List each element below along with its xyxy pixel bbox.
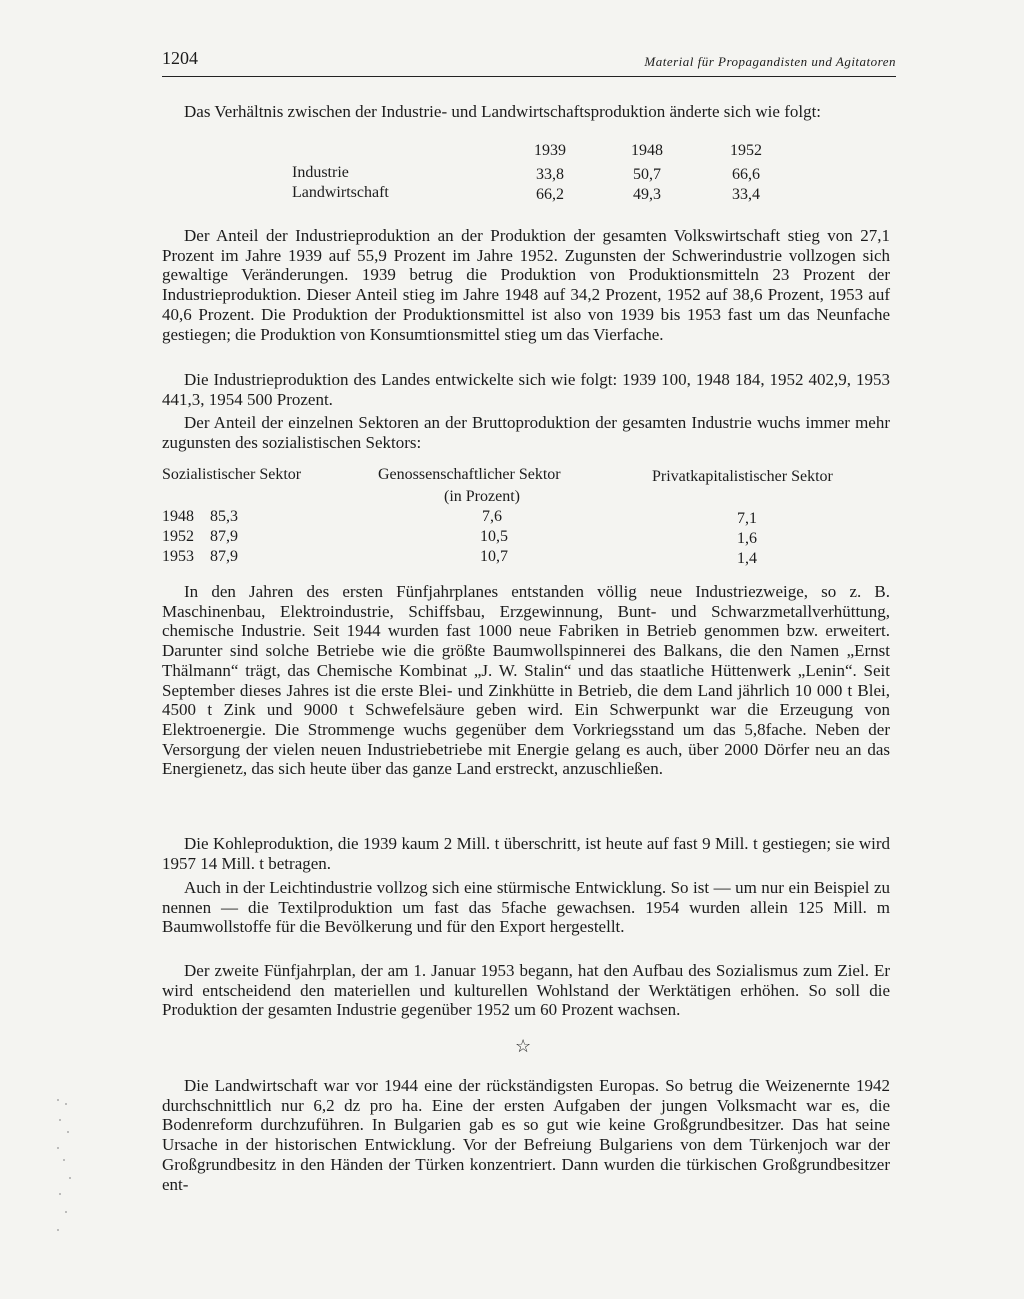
page-number: 1204 (162, 48, 198, 68)
table2-cell: 7,1 (737, 510, 757, 527)
paragraph-industry-share: Der Anteil der Industrieproduktion an der Produktion der gesamten Volkswirtschaft stieg von 27,1 Prozent im Jahre 1939 auf 55,9 Prozent im Jahre 1952. Zugunsten der Schwerindustrie vollzogen sich gewaltige Veränderungen. 1939 betrug die Produktion von Produktionsmitteln 23 Prozent der Industrieproduktion. Dieser Anteil stieg im Jahre 1948 auf 34,2 Prozent, 1952 auf 38,6 Prozent, 1953 auf 40,6 Prozent. Die Produktion der Produktionsmittel ist also von 1939 bis 1953 fast um das Neunfache gestiegen; die Produktion von Konsumtionsmittel stieg um das Vierfache. (162, 226, 890, 344)
table2-year: 1953 (162, 548, 194, 565)
table2-cell: 85,3 (210, 508, 238, 525)
scan-margin-specks (52, 1090, 92, 1240)
production-ratio-table (162, 142, 890, 212)
table1-row-label: Industrie (292, 164, 349, 181)
table2-cell: 87,9 (210, 528, 238, 545)
table2-cell: 10,5 (480, 528, 508, 545)
paragraph-industry-growth: Die Industrieproduktion des Landes entwickelte sich wie folgt: 1939 100, 1948 184, 1952 402,9, 1953 441,3, 1954 500 Prozent. (162, 370, 890, 409)
table1-cell: 49,3 (633, 186, 661, 203)
paragraph-sector-share: Der Anteil der einzelnen Sektoren an der Bruttoproduktion der gesamten Industrie wuchs immer mehr zugunsten des sozialistischen Sektors: (162, 413, 890, 452)
section-star-icon: ☆ (515, 1036, 532, 1056)
table2-cell: 87,9 (210, 548, 238, 565)
page-header (162, 46, 896, 77)
table1-year-header: 1948 (631, 142, 663, 159)
paragraph-agriculture: Die Landwirtschaft war vor 1944 eine der rückständigsten Europas. So betrug die Weizenernte 1942 durchschnittlich nur 6,2 dz pro ha. Eine der ersten Aufgaben der jungen Volksmacht war es, die Bodenreform durchzuführen. In Bulgarien gab es so gut wie keine Großgrundbesitzer. Das hat seine Ursache in der historischen Entwicklung. Vor der Befreiung Bulgariens von dem Türkenjoch war der Großgrundbesitz in den Händen der Türken konzentriert. Dann wurden die türkischen Großgrundbesitzer ent- (162, 1076, 890, 1194)
table2-header: Sozialistischer Sektor (162, 466, 302, 483)
paragraph-light-industry: Auch in der Leichtindustrie vollzog sich eine stürmische Entwicklung. So ist — um nur ein Beispiel zu nennen — die Textilproduktion um fast das 5fache gewachsen. 1954 wurden allein 125 Mill. m Baumwollstoffe für die Bevölkerung und für den Export hergestellt. (162, 878, 890, 937)
paragraph-second-plan: Der zweite Fünfjahrplan, der am 1. Januar 1953 begann, hat den Aufbau des Sozialismus zum Ziel. Er wird entscheidend den materiellen und kulturellen Wohlstand der Werktätigen erhöhen. So soll die Produktion der gesamten Industrie gegenüber 1952 um 60 Prozent wachsen. (162, 961, 890, 1020)
sector-share-table (162, 462, 890, 572)
table2-cell: 7,6 (482, 508, 502, 525)
paragraph-coal: Die Kohleproduktion, die 1939 kaum 2 Mill. t überschritt, ist heute auf fast 9 Mill. t gestiegen; sie wird 1957 14 Mill. t betragen. (162, 834, 890, 873)
table2-header: Privatkapitalistischer Sektor (652, 468, 833, 485)
table1-cell: 66,6 (732, 166, 760, 183)
table2-year: 1948 (162, 508, 194, 525)
intro-paragraph: Das Verhältnis zwischen der Industrie- und Landwirtschaftsproduktion änderte sich wie folgt: (184, 102, 822, 121)
table2-header: Genossenschaftlicher Sektor (378, 466, 561, 483)
table1-year-header: 1939 (534, 142, 566, 159)
table2-cell: 1,6 (737, 530, 757, 547)
table1-cell: 33,8 (536, 166, 564, 183)
table1-cell: 50,7 (633, 166, 661, 183)
paragraph-new-industries: In den Jahren des ersten Fünfjahrplanes entstanden völlig neue Industriezweige, so z. B. Maschinenbau, Elektroindustrie, Schiffsbau, Erzgewinnung, Bunt- und Schwarzmetallverhüttung, chemische Industrie. Seit 1944 wurden fast 1000 neue Fabriken in Betrieb genommen bzw. erweitert. Darunter sind solche Betriebe wie die größte Baumwollspinnerei des Balkans, die den Namen „Ernst Thälmann“ trägt, das Chemische Kombinat „J. W. Stalin“ und das staatliche Hüttenwerk „Lenin“. Seit September dieses Jahres ist die erste Blei- und Zinkhütte in Betrieb, die dem Land jährlich 10 000 t Blei, 4500 t Zink und 9000 t Schwefelsäure geben wird. Ein Schwerpunkt war die Erzeugung von Elektroenergie. Die Strommenge wuchs gegenüber dem Vorkriegsstand um das 5,8fache. Neben der Versorgung der vielen neuen Industriebetriebe mit Energie gelang es auch, über 2000 Dörfer neu an das Energienetz, das sich heute über das ganze Land erstreckt, anzuschließen. (162, 582, 890, 779)
table1-cell: 66,2 (536, 186, 564, 203)
table1-cell: 33,4 (732, 186, 760, 203)
table1-row-label: Landwirtschaft (292, 184, 389, 201)
table2-year: 1952 (162, 528, 194, 545)
table2-cell: 1,4 (737, 550, 757, 567)
table2-cell: 10,7 (480, 548, 508, 565)
table2-unit: (in Prozent) (444, 488, 520, 505)
running-head: Material für Propagandisten und Agitatoren (644, 54, 896, 69)
table1-year-header: 1952 (730, 142, 762, 159)
